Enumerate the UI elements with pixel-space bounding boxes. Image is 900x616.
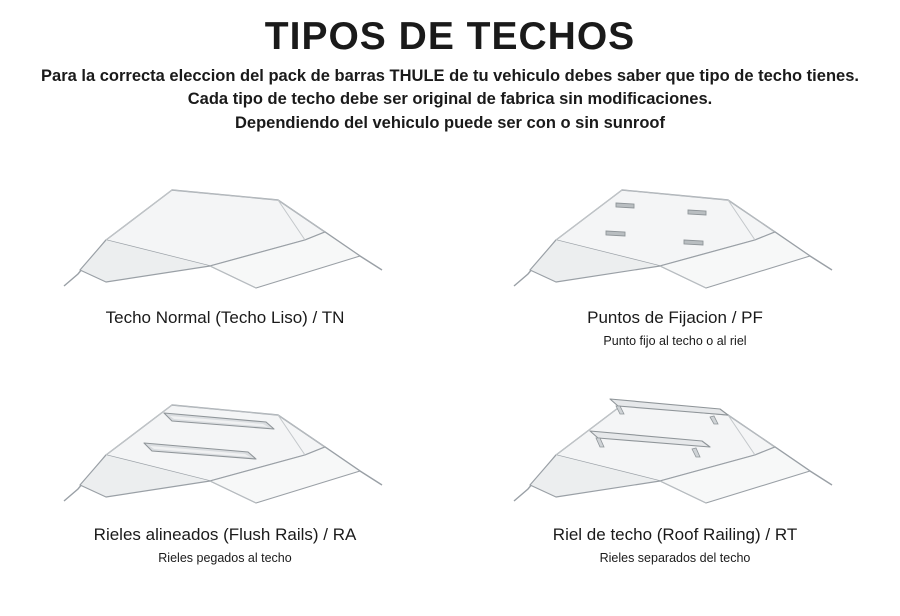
roof-type-card-ra [0,383,450,598]
roof-type-card-tn [0,168,450,383]
intro-line-1: Para la correcta eleccion del pack de barras THULE de tu vehiculo debes saber que tipo de techo tienes. [41,66,859,85]
roof-type-title-tn: Techo Normal (Techo Liso) / TN [105,308,345,327]
page-title: TIPOS DE TECHOS [264,15,636,58]
roof-type-note-ra: Rieles pegados al techo [158,551,292,565]
intro-line-2: Cada tipo de techo debe ser original de fabrica sin modificaciones. [187,90,713,109]
intro-line-3: Dependiendo del vehiculo puede ser con o sin sunroof [235,113,665,132]
roof-type-title-ra: Rieles alineados (Flush Rails) / RA [93,525,357,544]
roof-illustration-pf [510,170,840,298]
roof-illustration-ra [60,385,390,513]
roof-illustration-rt [510,385,840,513]
roof-type-card-pf [450,168,900,383]
roof-type-card-rt [450,383,900,598]
roof-type-grid [0,168,900,598]
intro-text [24,65,876,135]
roof-type-title-pf: Puntos de Fijacion / PF [587,308,763,327]
roof-type-note-pf: Punto fijo al techo o al riel [603,334,747,348]
roof-type-note-rt: Rieles separados del techo [599,551,751,565]
roof-illustration-tn [60,170,390,298]
roof-type-title-rt: Riel de techo (Roof Railing) / RT [552,525,798,544]
poster-root [0,16,900,616]
